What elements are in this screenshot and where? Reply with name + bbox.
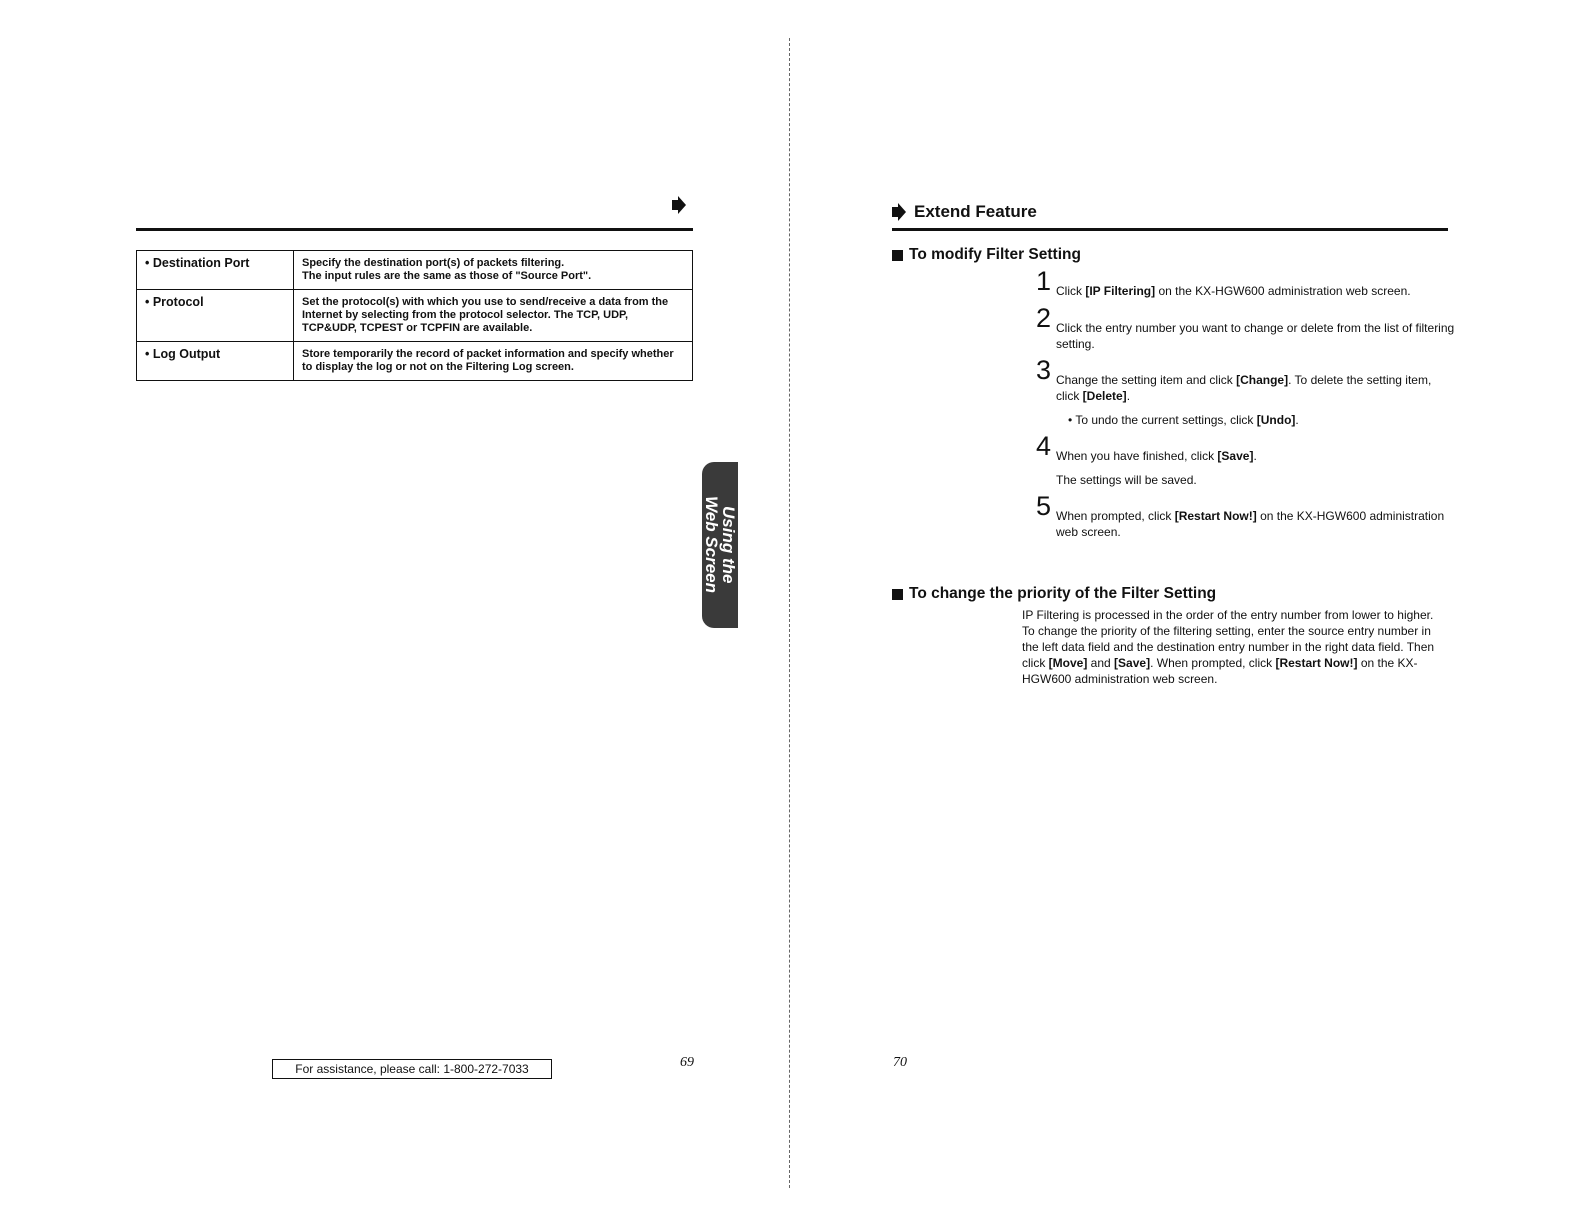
step-text: When prompted, click [Restart Now!] on the KX-HGW600 administration web screen. — [1056, 509, 1445, 539]
step-text: When you have finished, click [Save]. — [1056, 449, 1257, 463]
step-5 — [1036, 491, 1456, 540]
left-page — [0, 0, 790, 1224]
priority-heading-text: To change the priority of the Filter Setting — [909, 585, 1217, 602]
priority-heading — [892, 585, 1216, 603]
modify-heading — [892, 246, 1081, 264]
desc-log-output: Store temporarily the record of packet information and specify whether to display the log or not on the Filtering Log screen. — [294, 342, 693, 381]
step-text: Click the entry number you want to change or delete from the list of filtering setting. — [1056, 321, 1455, 351]
step-4 — [1036, 431, 1456, 488]
table-row — [137, 251, 693, 290]
section-title — [892, 202, 1037, 222]
square-bullet-icon — [892, 250, 903, 261]
modify-heading-text: To modify Filter Setting — [909, 246, 1081, 263]
term-protocol: • Protocol — [137, 290, 294, 342]
table-row — [137, 342, 693, 381]
step-text: Click [IP Filtering] on the KX-HGW600 administration web screen. — [1056, 284, 1411, 298]
step-number: 4 — [1036, 431, 1052, 461]
desc-protocol: Set the protocol(s) with which you use to send/receive a data from the Internet by selecting from the protocol selector. The TCP, UDP, TCP&UDP, TCPEST or TCPFIN are available. — [294, 290, 693, 342]
step-number: 3 — [1036, 355, 1052, 385]
square-bullet-icon — [892, 589, 903, 600]
step-number: 5 — [1036, 491, 1052, 521]
step-result: The settings will be saved. — [1056, 473, 1197, 487]
step-note: • To undo the current settings, click [Undo]. — [1068, 413, 1299, 427]
page-number: 70 — [893, 1055, 907, 1070]
step-number: 1 — [1036, 266, 1052, 296]
assistance-box: For assistance, please call: 1-800-272-7033 — [272, 1059, 552, 1079]
step-2 — [1036, 303, 1456, 352]
term-destination-port: • Destination Port — [137, 251, 294, 290]
arrow-icon — [672, 196, 686, 214]
parameter-table — [136, 250, 693, 381]
header-rule — [136, 228, 693, 231]
table-row — [137, 290, 693, 342]
chapter-tab-label: Using the Web Screen — [702, 496, 738, 594]
right-page — [790, 0, 1584, 1224]
step-3 — [1036, 355, 1456, 428]
priority-paragraph: IP Filtering is processed in the order of the entry number from lower to higher. To change the priority of the filtering setting, enter the source entry number in the left data field and the destination entry number in the right data field. Then click [Move] and [Save]. When prompted, click [Restart Now!] on the KX-HGW600 administration web screen. — [1022, 608, 1435, 686]
step-1 — [1036, 266, 1456, 299]
chapter-tab — [702, 462, 738, 628]
desc-destination-port: Specify the destination port(s) of packets filtering. The input rules are the same as those of "Source Port". — [294, 251, 693, 290]
section-title-text: Extend Feature — [914, 202, 1037, 221]
term-log-output: • Log Output — [137, 342, 294, 381]
header-rule — [892, 228, 1448, 231]
page-number: 69 — [680, 1055, 694, 1070]
step-number: 2 — [1036, 303, 1052, 333]
arrow-icon — [892, 203, 906, 221]
step-text: Change the setting item and click [Change]. To delete the setting item, click [Delete]. — [1056, 373, 1432, 403]
